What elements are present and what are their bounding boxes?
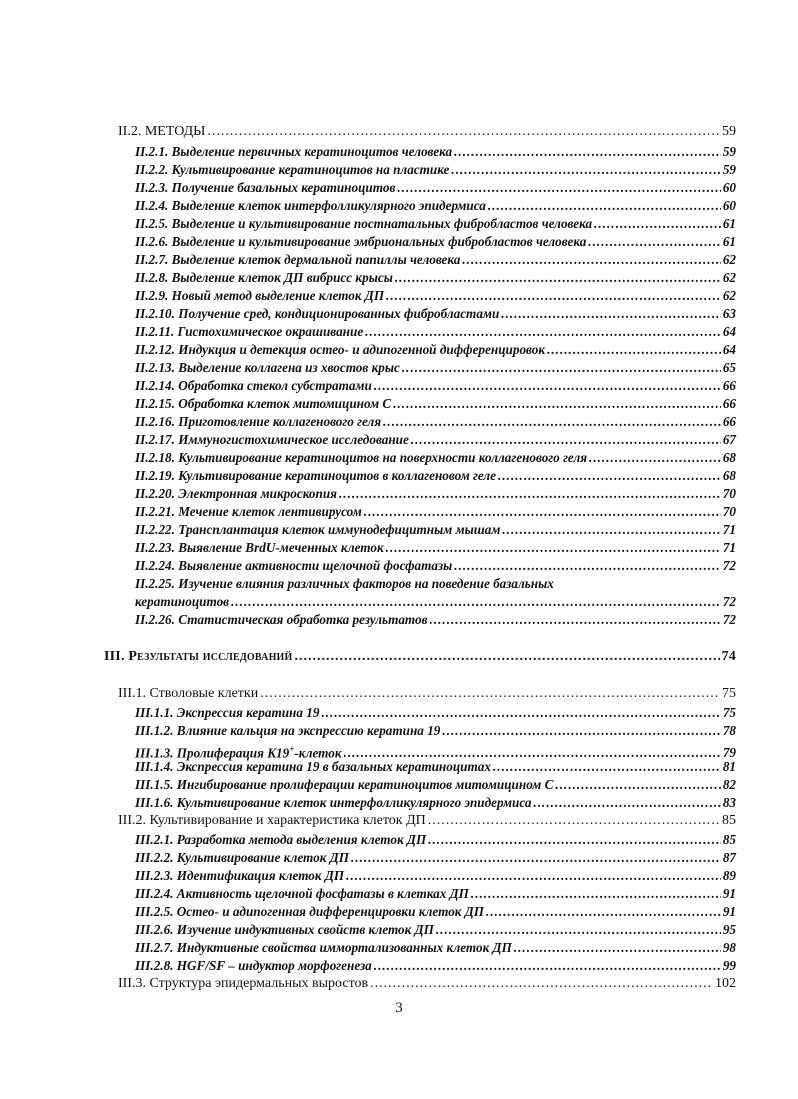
toc-leader xyxy=(594,215,721,233)
toc-entry xyxy=(135,413,736,431)
toc-leader xyxy=(488,197,721,215)
toc-title: III.1. Стволовые клетки xyxy=(118,686,259,701)
toc-entry xyxy=(135,921,736,939)
toc-entry xyxy=(135,395,736,413)
toc-title: II.2.23. Выявление BrdU-меченных клеток xyxy=(135,540,384,555)
toc-title: II.2.5. Выделение и культивирование постнатальных фибробластов человека xyxy=(135,216,593,231)
toc-title: II.2.2. Культивирование кератиноцитов на пластике xyxy=(135,162,450,177)
toc-leader xyxy=(501,305,721,323)
page-number: 3 xyxy=(395,1000,403,1016)
toc-title: II.2.9. Новый метод выделение клеток ДП xyxy=(135,288,385,303)
superscript-plus: + xyxy=(289,744,295,754)
toc-page: 59 xyxy=(722,162,736,177)
toc-leader xyxy=(383,413,721,431)
toc-entry xyxy=(135,251,736,269)
toc-leader xyxy=(402,359,721,377)
toc-leader xyxy=(454,143,721,161)
toc-page: 75 xyxy=(722,686,736,701)
toc-entry xyxy=(135,867,736,885)
toc-leader xyxy=(436,921,721,939)
toc-page: 64 xyxy=(722,342,736,357)
toc-entry xyxy=(135,161,736,179)
toc-title: II.2.1. Выделение первичных кератиноцитов человека xyxy=(135,144,453,159)
toc-page: 78 xyxy=(722,723,736,738)
toc-page: 68 xyxy=(722,468,736,483)
toc-title: III.1.2. Влияние кальция на экспрессию кератина 19 xyxy=(135,723,441,738)
toc-title: II.2.6. Выделение и культивирование эмбриональных фибробластов человека xyxy=(135,234,587,249)
toc-title: II.2.16. Приготовление коллагенового геля xyxy=(135,414,382,429)
toc-title: II.2.21. Мечение клеток лентивирусом xyxy=(135,504,362,519)
toc-page: 79 xyxy=(722,745,736,761)
toc-page: 91 xyxy=(722,904,736,919)
toc-leader xyxy=(351,849,721,867)
toc-title: III.1.6. Культивирование клеток интерфолликулярного эпидермиса xyxy=(135,795,532,810)
toc-page: 87 xyxy=(722,850,736,865)
toc-leader xyxy=(365,323,721,341)
toc-title: III.3. Структура эпидермальных выростов xyxy=(118,976,369,991)
toc-entry xyxy=(135,179,736,197)
toc-title: II.2.24. Выявление активности щелочной фосфатазы xyxy=(135,558,453,573)
toc-title: II.2.7. Выделение клеток дермальной папиллы человека xyxy=(135,252,461,267)
toc-entry xyxy=(135,740,736,761)
toc-entry xyxy=(135,611,736,629)
toc-page: 85 xyxy=(722,813,736,828)
toc-entry xyxy=(135,957,736,975)
toc-leader xyxy=(370,975,713,993)
toc-leader xyxy=(339,485,721,503)
toc-entry xyxy=(135,287,736,305)
toc-page: 68 xyxy=(722,450,736,465)
toc-page: 62 xyxy=(722,288,736,303)
toc-page: 61 xyxy=(722,216,736,231)
toc-page: 59 xyxy=(722,124,736,139)
toc-title: III.1.5. Ингибирование пролиферации кератиноцитов митомицином С xyxy=(135,777,554,792)
toc-page: 63 xyxy=(722,306,736,321)
toc-entry xyxy=(135,341,736,359)
toc-leader xyxy=(395,269,721,287)
toc-entry xyxy=(135,903,736,921)
toc-entry xyxy=(135,503,736,521)
toc-title: III.2.8. HGF/SF – индуктор морфогенеза xyxy=(135,958,372,973)
toc-title-part: III.1.3. Пролиферация K19 xyxy=(135,745,290,761)
toc-entry xyxy=(135,323,736,341)
toc-entry xyxy=(135,485,736,503)
toc-title: III.2.4. Активность щелочной фосфатазы в клетках ДП xyxy=(135,886,469,901)
toc-title: II.2.11. Гистохимическое окрашивание xyxy=(135,324,364,339)
toc-page: 95 xyxy=(722,922,736,937)
toc-page: 99 xyxy=(722,958,736,973)
toc-title: II.2.14. Обработка стекол субстратами xyxy=(135,378,372,393)
toc-entry xyxy=(135,359,736,377)
toc-page: 91 xyxy=(722,886,736,901)
toc-page: 102 xyxy=(715,976,736,991)
toc-page: 60 xyxy=(722,198,736,213)
toc-entry xyxy=(135,521,736,539)
toc-leader xyxy=(514,939,721,957)
toc-page: 71 xyxy=(722,522,736,537)
toc-leader xyxy=(555,776,720,794)
toc-entry xyxy=(135,143,736,161)
toc-title: III.2.1. Разработка метода выделения клеток ДП xyxy=(135,832,427,847)
toc-entry xyxy=(135,831,736,849)
toc-title: III.2.6. Изучение индуктивных свойств клеток ДП xyxy=(135,922,434,937)
toc-leader xyxy=(321,704,720,722)
toc-leader xyxy=(231,593,721,611)
toc-leader xyxy=(462,251,720,269)
toc-title: II.2.12. Индукция и детекция остео- и адипогенной дифференцировок xyxy=(135,342,546,357)
toc-entry xyxy=(135,776,736,794)
toc-title: II.2.10. Получение сред, кондиционированных фибробластами xyxy=(135,306,500,321)
toc-leader xyxy=(374,377,721,395)
toc-page: 65 xyxy=(722,360,736,375)
toc-leader xyxy=(442,722,720,740)
toc-leader xyxy=(260,685,720,703)
toc-entry xyxy=(135,467,736,485)
toc-entry xyxy=(135,377,736,395)
toc-chapter-results xyxy=(104,648,736,666)
toc-page: 62 xyxy=(722,270,736,285)
toc-leader xyxy=(451,161,720,179)
toc-page: 64 xyxy=(722,324,736,339)
toc-title: II.2. МЕТОДЫ xyxy=(118,124,206,139)
toc-leader xyxy=(374,957,721,975)
toc-page: 98 xyxy=(722,940,736,955)
toc-entry xyxy=(135,885,736,903)
toc-page: 66 xyxy=(722,378,736,393)
toc-leader xyxy=(588,233,721,251)
toc-title: II.2.4. Выделение клеток интерфолликулярного эпидермиса xyxy=(135,198,486,213)
toc-entry xyxy=(135,449,736,467)
toc-leader xyxy=(471,885,721,903)
toc-leader xyxy=(346,867,721,885)
toc-page: 66 xyxy=(722,396,736,411)
toc-page: 59 xyxy=(722,144,736,159)
toc-entry-first-line: II.2.25. Изучение влияния различных факторов на поведение базальных xyxy=(135,576,554,591)
toc-page: 74 xyxy=(721,649,736,664)
toc-entry xyxy=(135,233,736,251)
toc-page: 60 xyxy=(722,180,736,195)
toc-page: 82 xyxy=(722,777,736,792)
toc-section-epidermal-outgrowths xyxy=(118,975,736,993)
toc-page: 61 xyxy=(722,234,736,249)
toc-page: 75 xyxy=(722,705,736,720)
toc-leader xyxy=(207,123,720,141)
toc-title: II.2.26. Статистическая обработка результатов xyxy=(135,612,428,627)
toc-entry xyxy=(135,939,736,957)
toc-page: 62 xyxy=(722,252,736,267)
toc-title: II.2.8. Выделение клеток ДП вибрисс крысы xyxy=(135,270,393,285)
toc-title: II.2.22. Трансплантация клеток иммунодефицитным мышам xyxy=(135,522,501,537)
toc-leader xyxy=(493,758,721,776)
toc-page: 71 xyxy=(722,540,736,555)
toc-title: II.2.19. Культивирование кератиноцитов в коллагеновом геле xyxy=(135,468,497,483)
toc-entry xyxy=(135,269,736,287)
toc-entry xyxy=(135,215,736,233)
toc-entry xyxy=(135,722,736,740)
toc-entry xyxy=(135,431,736,449)
toc-leader xyxy=(428,812,720,830)
toc-title: III.2.3. Идентификация клеток ДП xyxy=(135,868,345,883)
toc-leader xyxy=(393,395,721,413)
toc-leader xyxy=(411,431,721,449)
toc-entry xyxy=(135,539,736,557)
toc-page: 72 xyxy=(722,558,736,573)
toc-leader xyxy=(547,341,721,359)
toc-page: 70 xyxy=(722,486,736,501)
toc-title: II.2.17. Иммуногистохимическое исследование xyxy=(135,432,409,447)
toc-entry xyxy=(135,593,736,611)
toc-title: III.1.4. Экспрессия кератина 19 в базальных кератиноцитах xyxy=(135,759,491,774)
toc-title: III.1.1. Экспрессия кератина 19 xyxy=(135,705,320,720)
toc-page: 72 xyxy=(722,612,736,627)
toc-leader xyxy=(589,449,721,467)
toc-leader xyxy=(502,521,720,539)
toc-page: 70 xyxy=(722,504,736,519)
toc-page: 83 xyxy=(722,795,736,810)
toc-title: III.2.7. Индуктивные свойства иммортализованных клеток ДП xyxy=(135,940,512,955)
toc-section-stem-cells xyxy=(118,685,736,703)
toc-title: II.2.20. Электронная микроскопия xyxy=(135,486,337,501)
toc-page: 89 xyxy=(722,868,736,883)
toc-entry xyxy=(135,704,736,722)
toc-leader xyxy=(533,794,720,812)
toc-leader xyxy=(386,539,721,557)
toc-title: II.2.15. Обработка клеток митомицином С xyxy=(135,396,392,411)
toc-title-part: -клеток xyxy=(294,745,342,761)
toc-leader xyxy=(295,648,720,666)
toc-page: 67 xyxy=(722,432,736,447)
toc-title: II.2.13. Выделение коллагена из хвостов крыс xyxy=(135,360,400,375)
toc-entry xyxy=(135,794,736,812)
toc-title: II.2.18. Культивирование кератиноцитов на поверхности коллагенового геля xyxy=(135,450,588,465)
toc-entry xyxy=(135,758,736,776)
toc-entry xyxy=(135,305,736,323)
toc-section-methods xyxy=(118,123,736,141)
toc-page: 72 xyxy=(722,594,736,609)
toc-title: III. Результаты исследований xyxy=(104,649,293,664)
toc-leader xyxy=(430,611,721,629)
toc-title: III.2.2. Культивирование клеток ДП xyxy=(135,850,349,865)
toc-entry xyxy=(135,197,736,215)
toc-leader xyxy=(454,557,721,575)
toc-leader xyxy=(397,179,720,197)
toc-leader xyxy=(386,287,721,305)
toc-section-dp-cells xyxy=(118,812,736,830)
toc-entry xyxy=(135,557,736,575)
toc-leader xyxy=(428,831,721,849)
toc-page: 81 xyxy=(722,759,736,774)
toc-leader xyxy=(364,503,721,521)
toc-title: III.2. Культивирование и характеристика клеток ДП xyxy=(118,813,426,828)
toc-title: кератиноцитов xyxy=(135,594,230,609)
toc-page: 85 xyxy=(722,832,736,847)
toc-leader xyxy=(486,903,721,921)
toc-title: III.2.5. Остео- и адипогенная дифференцировки клеток ДП xyxy=(135,904,485,919)
toc-leader xyxy=(498,467,721,485)
toc-entry xyxy=(135,849,736,867)
toc-title: II.2.3. Получение базальных кератиноцитов xyxy=(135,180,396,195)
toc-page: 66 xyxy=(722,414,736,429)
